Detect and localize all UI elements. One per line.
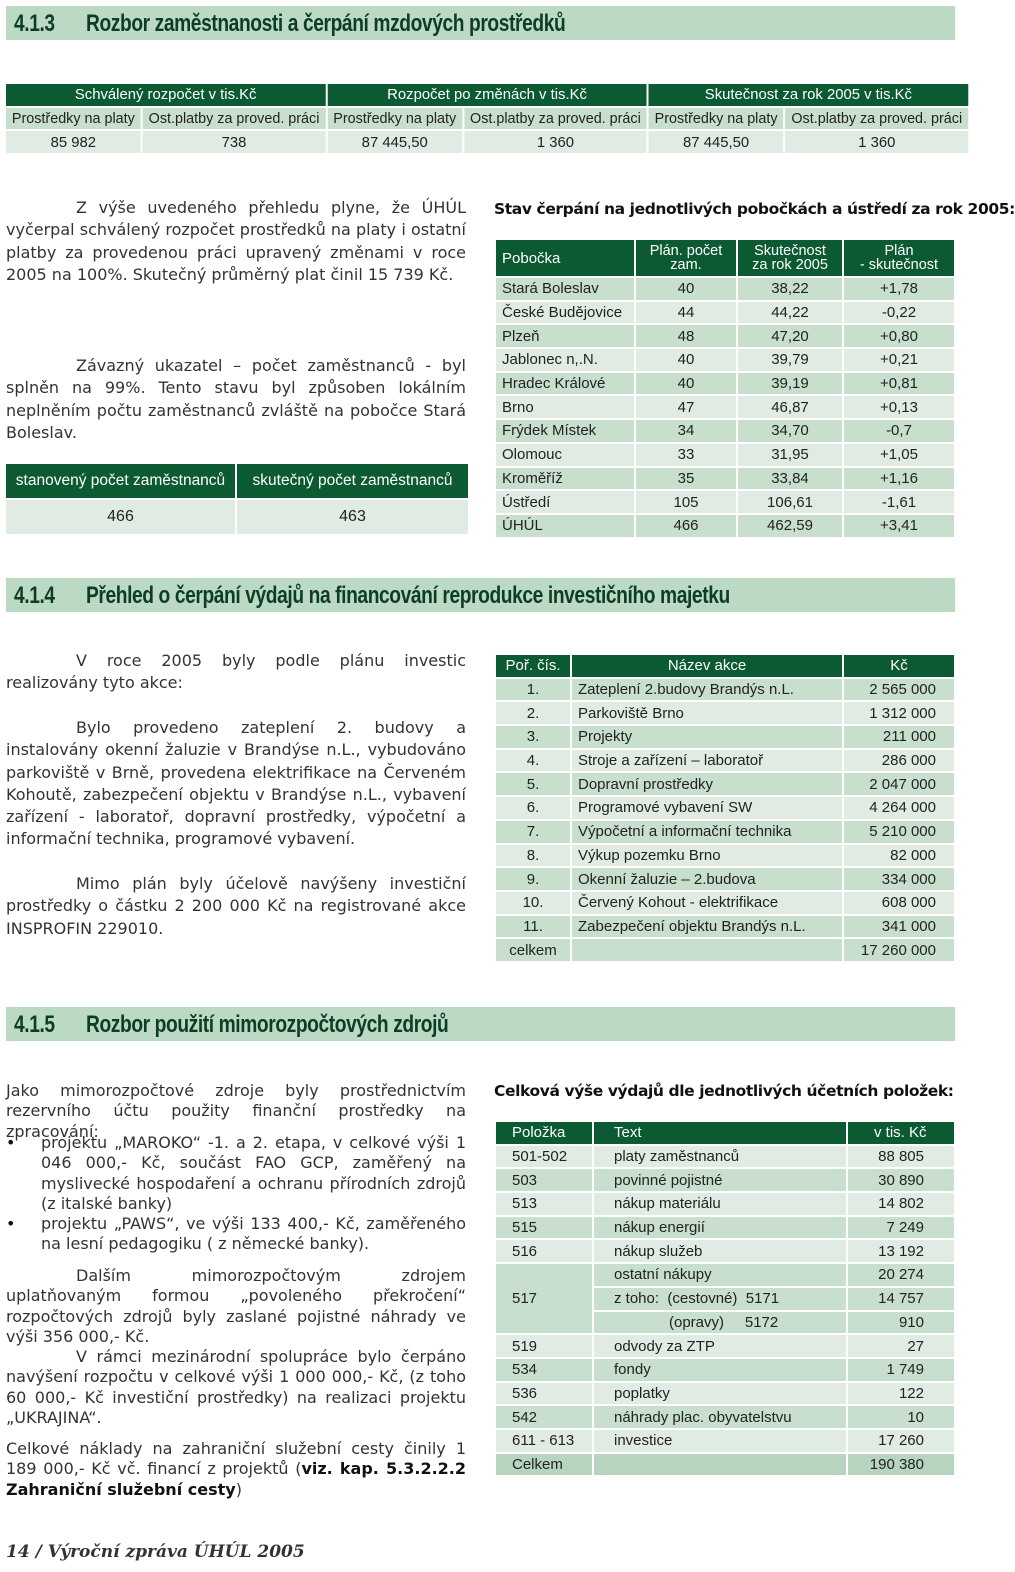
emp-value: 466 bbox=[6, 500, 235, 534]
employee-count-table bbox=[4, 462, 470, 536]
table-row bbox=[496, 420, 954, 442]
table-row bbox=[496, 349, 954, 371]
expense-text: náhrady plac. obyvatelstvu bbox=[594, 1406, 846, 1428]
difference: +0,80 bbox=[844, 325, 954, 347]
expense-value: 27 bbox=[848, 1335, 954, 1357]
row-number: 1. bbox=[496, 679, 570, 701]
branch-name: Frýdek Místek bbox=[496, 420, 634, 442]
total-spacer bbox=[572, 939, 842, 961]
row-number: 3. bbox=[496, 726, 570, 748]
table-row bbox=[496, 868, 954, 890]
table-row bbox=[496, 750, 954, 772]
planned-count: 40 bbox=[636, 278, 736, 300]
expense-code: 519 bbox=[496, 1335, 592, 1357]
actual-count: 34,70 bbox=[738, 420, 842, 442]
expense-value: 88 805 bbox=[848, 1146, 954, 1168]
sub-header: Prostředky na platy bbox=[649, 108, 784, 130]
row-number: 10. bbox=[496, 892, 570, 914]
table-row bbox=[496, 515, 954, 537]
difference: -0,7 bbox=[844, 420, 954, 442]
expense-value: 30 890 bbox=[848, 1169, 954, 1191]
col-header: Text bbox=[594, 1122, 846, 1144]
action-name: Parkoviště Brno bbox=[572, 702, 842, 724]
amount: 82 000 bbox=[844, 845, 954, 867]
amount: 341 000 bbox=[844, 916, 954, 938]
expense-text: nákup služeb bbox=[594, 1240, 846, 1262]
planned-count: 40 bbox=[636, 349, 736, 371]
amount: 334 000 bbox=[844, 868, 954, 890]
expense-value: 122 bbox=[848, 1383, 954, 1405]
difference: -0,22 bbox=[844, 302, 954, 324]
difference: +0,21 bbox=[844, 349, 954, 371]
branch-name: Brno bbox=[496, 396, 634, 418]
budget-table bbox=[4, 82, 970, 155]
expense-code: 536 bbox=[496, 1383, 592, 1405]
branch-name: ÚHÚL bbox=[496, 515, 634, 537]
investment-table bbox=[494, 653, 956, 963]
sub-header: Prostředky na platy bbox=[6, 108, 141, 130]
paragraph: Jako mimorozpočtové zdroje byly prostřednictvím rezervního účtu použity finanční prostředky na zpracování: bbox=[6, 1081, 466, 1141]
group-header: Skutečnost za rok 2005 v tis.Kč bbox=[649, 84, 968, 106]
table-row bbox=[496, 1335, 954, 1357]
total-value: 190 380 bbox=[848, 1454, 954, 1476]
difference: +1,78 bbox=[844, 278, 954, 300]
table-row bbox=[496, 916, 954, 938]
table-row bbox=[496, 679, 954, 701]
table-row bbox=[496, 726, 954, 748]
expense-value: 7 249 bbox=[848, 1217, 954, 1239]
expense-text: nákup materiálu bbox=[594, 1193, 846, 1215]
expense-value: 1 749 bbox=[848, 1359, 954, 1381]
expense-text: ostatní nákupy bbox=[594, 1264, 846, 1286]
expense-text: nákup energií bbox=[594, 1217, 846, 1239]
expense-code: 516 bbox=[496, 1240, 592, 1262]
total-value: 17 260 000 bbox=[844, 939, 954, 961]
amount: 2 565 000 bbox=[844, 679, 954, 701]
table-row bbox=[496, 797, 954, 819]
action-name: Projekty bbox=[572, 726, 842, 748]
col-header: v tis. Kč bbox=[848, 1122, 954, 1144]
expense-text: investice bbox=[594, 1430, 846, 1452]
expense-text: (opravy) 5172 bbox=[594, 1312, 846, 1334]
section-number: 4.1.3 bbox=[14, 10, 55, 37]
expense-text: z toho: (cestovné) 5171 bbox=[594, 1288, 846, 1310]
difference: -1,61 bbox=[844, 491, 954, 513]
row-number: 8. bbox=[496, 845, 570, 867]
difference: +0,81 bbox=[844, 373, 954, 395]
emp-header: stanovený počet zaměstnanců bbox=[6, 464, 235, 498]
col-header: Plán - skutečnost bbox=[844, 240, 954, 276]
section-number: 4.1.4 bbox=[14, 582, 55, 609]
actual-count: 47,20 bbox=[738, 325, 842, 347]
difference: +1,05 bbox=[844, 444, 954, 466]
budget-value: 85 982 bbox=[6, 131, 141, 153]
paragraph: V rámci mezinárodní spolupráce bylo čerpáno navýšení rozpočtu v celkové výši 1 000 000,- Kč, (z toho 60 000,- Kč investiční prostředky) na realizaci projektu „UKRAJINA“. bbox=[6, 1347, 466, 1427]
actual-count: 31,95 bbox=[738, 444, 842, 466]
col-header: Kč bbox=[844, 655, 954, 677]
table-row bbox=[496, 373, 954, 395]
branch-name: Ústředí bbox=[496, 491, 634, 513]
amount: 211 000 bbox=[844, 726, 954, 748]
paragraph: Závazný ukazatel – počet zaměstnanců - byl splněn na 99%. Tento stavu byl způsoben lokálním neplněním počtu zaměstnanců zvláště na pobočce Stará Boleslav. bbox=[6, 356, 466, 442]
planned-count: 34 bbox=[636, 420, 736, 442]
planned-count: 33 bbox=[636, 444, 736, 466]
table-row bbox=[496, 845, 954, 867]
expense-value: 14 802 bbox=[848, 1193, 954, 1215]
section-title: Rozbor použití mimorozpočtových zdrojů bbox=[86, 1011, 449, 1038]
total-label: Celkem bbox=[496, 1454, 592, 1476]
sub-header: Prostředky na platy bbox=[327, 108, 462, 130]
section-title: Přehled o čerpání výdajů na financování reprodukce investičního majetku bbox=[86, 582, 730, 609]
row-number: 6. bbox=[496, 797, 570, 819]
row-number: 5. bbox=[496, 773, 570, 795]
amount: 5 210 000 bbox=[844, 821, 954, 843]
table-row bbox=[496, 444, 954, 466]
planned-count: 35 bbox=[636, 468, 736, 490]
expense-text: poplatky bbox=[594, 1383, 846, 1405]
emp-header: skutečný počet zaměstnanců bbox=[237, 464, 468, 498]
actual-count: 33,84 bbox=[738, 468, 842, 490]
total-label: celkem bbox=[496, 939, 570, 961]
budget-value: 87 445,50 bbox=[649, 131, 784, 153]
actual-count: 39,79 bbox=[738, 349, 842, 371]
budget-value: 1 360 bbox=[464, 131, 647, 153]
table-row bbox=[496, 468, 954, 490]
planned-count: 466 bbox=[636, 515, 736, 537]
branch-name: Stará Boleslav bbox=[496, 278, 634, 300]
action-name: Výkup pozemku Brno bbox=[572, 845, 842, 867]
expense-value: 13 192 bbox=[848, 1240, 954, 1262]
paragraph: Z výše uvedeného přehledu plyne, že ÚHÚL vyčerpal schválený rozpočet prostředků na platy i ostatní platby za provedenou práci upravený změnami v roce 2005 na 100%. Skutečný průměrný plat činil 15 739 Kč. bbox=[6, 198, 466, 284]
expense-code: 503 bbox=[496, 1169, 592, 1191]
actual-count: 462,59 bbox=[738, 515, 842, 537]
sub-header: Ost.platby za proved. práci bbox=[785, 108, 968, 130]
action-name: Zateplení 2.budovy Brandýs n.L. bbox=[572, 679, 842, 701]
difference: +0,13 bbox=[844, 396, 954, 418]
table-row bbox=[496, 773, 954, 795]
planned-count: 105 bbox=[636, 491, 736, 513]
row-number: 2. bbox=[496, 702, 570, 724]
actual-count: 46,87 bbox=[738, 396, 842, 418]
amount: 1 312 000 bbox=[844, 702, 954, 724]
col-header: Pobočka bbox=[496, 240, 634, 276]
expense-code: 542 bbox=[496, 1406, 592, 1428]
list-item: • projektu „MAROKO“ -1. a 2. etapa, v celkové výši 1 046 000,- Kč, součást FAO GCP, zaměřený na myslivecké hospodaření a ochranu přírodních zdrojů (z italské banky) bbox=[6, 1133, 466, 1214]
budget-value: 738 bbox=[143, 131, 326, 153]
paragraph: V roce 2005 byly podle plánu investic realizovány tyto akce: bbox=[6, 651, 466, 693]
table-row bbox=[496, 702, 954, 724]
col-header: Plán. počet zam. bbox=[636, 240, 736, 276]
amount: 4 264 000 bbox=[844, 797, 954, 819]
difference: +1,16 bbox=[844, 468, 954, 490]
expense-text: fondy bbox=[594, 1359, 846, 1381]
section-title: Rozbor zaměstnanosti a čerpání mzdových prostředků bbox=[86, 10, 566, 37]
expense-value: 20 274 bbox=[848, 1264, 954, 1286]
expense-code: 517 bbox=[496, 1264, 592, 1333]
table-row bbox=[496, 302, 954, 324]
table-row bbox=[496, 821, 954, 843]
action-name: Výpočetní a informační technika bbox=[572, 821, 842, 843]
bullet-list bbox=[6, 1133, 466, 1255]
amount: 2 047 000 bbox=[844, 773, 954, 795]
table-row bbox=[496, 1217, 954, 1239]
group-header: Schválený rozpočet v tis.Kč bbox=[6, 84, 325, 106]
page-footer: 14 / Výroční zpráva ÚHÚL 2005 bbox=[6, 1542, 305, 1562]
table-row bbox=[496, 1430, 954, 1452]
branch-table-title: Stav čerpání na jednotlivých pobočkách a ústředí za rok 2005: bbox=[494, 200, 1015, 218]
total-spacer bbox=[594, 1454, 846, 1476]
amount: 608 000 bbox=[844, 892, 954, 914]
table-row bbox=[496, 1193, 954, 1215]
budget-value: 1 360 bbox=[785, 131, 968, 153]
group-header: Rozpočet po změnách v tis.Kč bbox=[327, 84, 646, 106]
branch-name: Hradec Králové bbox=[496, 373, 634, 395]
table-row bbox=[496, 491, 954, 513]
expense-text: povinné pojistné bbox=[594, 1169, 846, 1191]
emp-value: 463 bbox=[237, 500, 468, 534]
amount: 286 000 bbox=[844, 750, 954, 772]
table-row bbox=[496, 892, 954, 914]
table-row bbox=[496, 1383, 954, 1405]
actual-count: 38,22 bbox=[738, 278, 842, 300]
expense-code: 513 bbox=[496, 1193, 592, 1215]
expense-text: platy zaměstnanců bbox=[594, 1146, 846, 1168]
section-heading-415 bbox=[6, 1007, 955, 1041]
expense-code: 515 bbox=[496, 1217, 592, 1239]
branch-name: Jablonec n,.N. bbox=[496, 349, 634, 371]
action-name: Programové vybavení SW bbox=[572, 797, 842, 819]
section-heading-414 bbox=[6, 578, 955, 612]
actual-count: 39,19 bbox=[738, 373, 842, 395]
paragraph: Celkové náklady na zahraniční služební cesty činily 1 189 000,- Kč vč. financí z projektů (viz. kap. 5.3.2.2.2 Zahraniční služební cesty) bbox=[6, 1439, 467, 1499]
table-row bbox=[496, 1169, 954, 1191]
difference: +3,41 bbox=[844, 515, 954, 537]
row-number: 9. bbox=[496, 868, 570, 890]
expense-text: odvody za ZTP bbox=[594, 1335, 846, 1357]
expense-value: 17 260 bbox=[848, 1430, 954, 1452]
expense-table bbox=[494, 1120, 956, 1477]
planned-count: 40 bbox=[636, 373, 736, 395]
paragraph: Mimo plán byly účelově navýšeny investiční prostředky o částku 2 200 000 Kč na registrované akce INSPROFIN 229010. bbox=[6, 874, 466, 938]
row-number: 11. bbox=[496, 916, 570, 938]
branch-name: České Budějovice bbox=[496, 302, 634, 324]
planned-count: 44 bbox=[636, 302, 736, 324]
sub-header: Ost.platby za proved. práci bbox=[464, 108, 647, 130]
row-number: 7. bbox=[496, 821, 570, 843]
branch-name: Plzeň bbox=[496, 325, 634, 347]
col-header: Poř. čís. bbox=[496, 655, 570, 677]
expense-code: 611 - 613 bbox=[496, 1430, 592, 1452]
expense-table-title: Celková výše výdajů dle jednotlivých účetních položek: bbox=[494, 1082, 954, 1100]
paragraph: Dalším mimorozpočtovým zdrojem uplatňovaným formou „povoleného překročení“ rozpočtových zdrojů byly zaslané pojistné náhrady ve výši 356 000,- Kč. bbox=[6, 1266, 466, 1346]
action-name: Červený Kohout - elektrifikace bbox=[572, 892, 842, 914]
table-row bbox=[496, 278, 954, 300]
table-row bbox=[496, 1146, 954, 1168]
planned-count: 48 bbox=[636, 325, 736, 347]
actual-count: 44,22 bbox=[738, 302, 842, 324]
branch-table bbox=[494, 238, 956, 539]
budget-value: 87 445,50 bbox=[327, 131, 462, 153]
col-header: Název akce bbox=[572, 655, 842, 677]
action-name: Zabezpečení objektu Brandýs n.L. bbox=[572, 916, 842, 938]
expense-value: 14 757 bbox=[848, 1288, 954, 1310]
section-heading-413 bbox=[6, 6, 955, 40]
table-row bbox=[496, 396, 954, 418]
col-header: Položka bbox=[496, 1122, 592, 1144]
table-row bbox=[496, 1359, 954, 1381]
table-row bbox=[496, 325, 954, 347]
paragraph: Bylo provedeno zateplení 2. budovy a instalovány okenní žaluzie v Brandýse n.L., vybudováno parkoviště v Brně, provedena elektrifikace na Červeném Kohoutě, zabezpečení objektu v Brandýse n.L., vybavení zařízení - laboratoř, dopravní prostředky, výpočetní a informační technika, programové vybavení. bbox=[6, 718, 466, 849]
section-number: 4.1.5 bbox=[14, 1011, 55, 1038]
expense-code: 501-502 bbox=[496, 1146, 592, 1168]
action-name: Stroje a zařízení – laboratoř bbox=[572, 750, 842, 772]
expense-value: 10 bbox=[848, 1406, 954, 1428]
actual-count: 106,61 bbox=[738, 491, 842, 513]
action-name: Dopravní prostředky bbox=[572, 773, 842, 795]
sub-header: Ost.platby za proved. práci bbox=[143, 108, 326, 130]
branch-name: Olomouc bbox=[496, 444, 634, 466]
branch-name: Kroměříž bbox=[496, 468, 634, 490]
table-row bbox=[496, 1240, 954, 1262]
table-row bbox=[496, 1406, 954, 1428]
action-name: Okenní žaluzie – 2.budova bbox=[572, 868, 842, 890]
planned-count: 47 bbox=[636, 396, 736, 418]
expense-code: 534 bbox=[496, 1359, 592, 1381]
expense-value: 910 bbox=[848, 1312, 954, 1334]
list-item: • projektu „PAWS“, ve výši 133 400,- Kč, zaměřeného na lesní pedagogiku ( z německé banky). bbox=[6, 1214, 466, 1255]
col-header: Skutečnost za rok 2005 bbox=[738, 240, 842, 276]
row-number: 4. bbox=[496, 750, 570, 772]
